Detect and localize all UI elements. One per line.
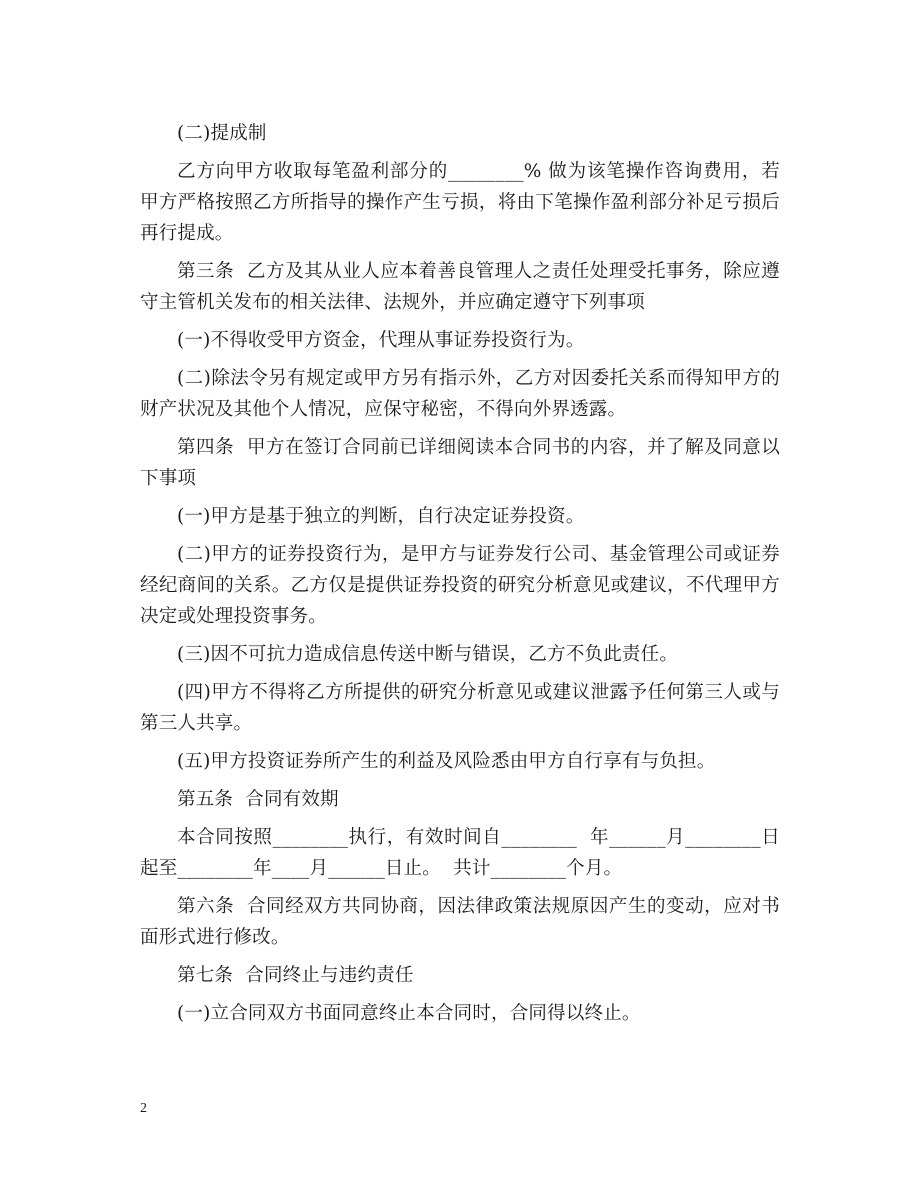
article-three: 第三条 乙方及其从业人应本着善良管理人之责任处理受托事务，除应遵守主管机关发布的相关法律、法规外，并应确定遵守下列事项 [140, 261, 780, 313]
article-four-item-4: (四)甲方不得将乙方所提供的研究分析意见或建议泄露予任何第三人或与第三人共享。 [140, 682, 780, 734]
article-four: 第四条 甲方在签订合同前已详细阅读本合同书的内容，并了解及同意以下事项 [140, 437, 780, 489]
clause-commission-text: 乙方向甲方收取每笔盈利部分的________% 做为该笔操作咨询费用，若甲方严格按照乙方所指导的操作产生亏损，将由下笔操作盈利部分补足亏损后再行提成。 [140, 161, 780, 244]
article-five: 第五条 合同有效期 [177, 789, 339, 810]
clause-commission-heading: (二)提成制 [177, 123, 267, 144]
article-four-item-2: (二)甲方的证券投资行为，是甲方与证券发行公司、基金管理公司或证券经纪商间的关系。乙方仅是提供证券投资的研究分析意见或建议，不代理甲方决定或处理投资事务。 [140, 544, 780, 627]
article-six: 第六条 合同经双方共同协商，因法律政策法规原因产生的变动，应对书面形式进行修改。 [140, 896, 780, 948]
article-three-item-2: (二)除法令另有规定或甲方另有指示外，乙方对因委托关系而得知甲方的财产状况及其他个人情况，应保守秘密，不得向外界透露。 [140, 368, 780, 420]
article-four-item-5: (五)甲方投资证券所产生的利益及风险悉由甲方自行享有与负担。 [177, 751, 716, 772]
article-three-item-1: (一)不得收受甲方资金，代理从事证券投资行为。 [177, 330, 585, 351]
article-seven-item-1: (一)立合同双方书面同意终止本合同时，合同得以终止。 [177, 1003, 641, 1024]
article-four-item-1: (一)甲方是基于独立的判断，自行决定证券投资。 [177, 506, 585, 527]
article-four-item-3: (三)因不可抗力造成信息传送中断与错误，乙方不负此责任。 [177, 644, 679, 665]
article-five-term: 本合同按照________执行，有效时间自________ 年______月________日起至________年____月______日止。 共计________个月。 [140, 827, 780, 879]
page-number: 2 [140, 1101, 147, 1116]
article-seven: 第七条 合同终止与违约责任 [177, 965, 414, 986]
document-body [140, 118, 780, 1036]
